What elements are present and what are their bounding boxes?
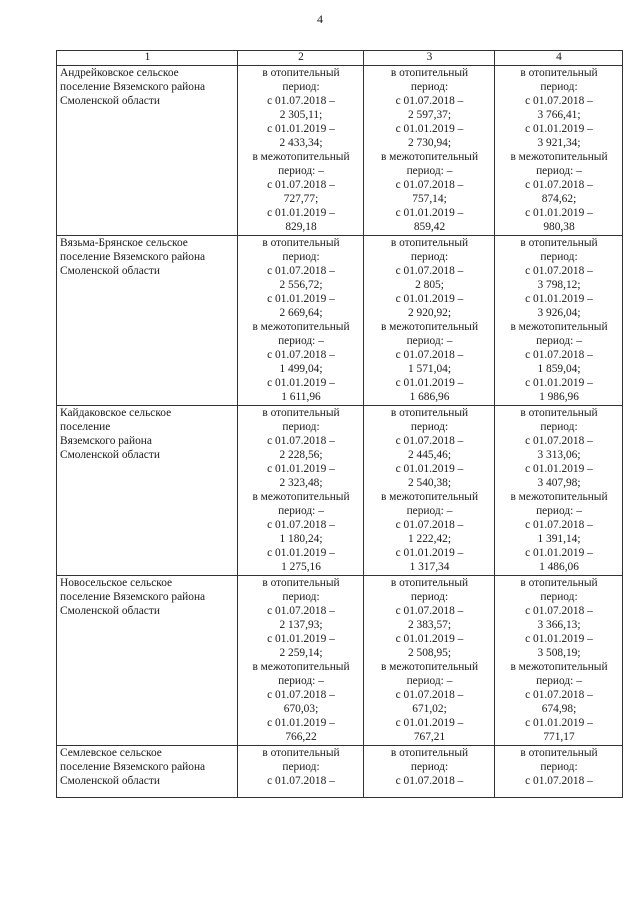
tariff-value-cell	[364, 406, 495, 576]
tariff-value-line: в отопительный	[262, 67, 340, 79]
tariff-value-line: с 01.01.2019 –	[395, 633, 464, 645]
tariff-value-line: с 01.01.2019 –	[395, 207, 464, 219]
tariff-value-line: в отопительный	[520, 237, 598, 249]
tariff-value-line: в межотопительный	[252, 321, 350, 333]
tariff-value-line: 980,38	[543, 221, 575, 233]
tariff-value-line: в отопительный	[390, 747, 469, 759]
tariff-value-line: период:	[410, 761, 449, 773]
settlement-name-line: Семлевское сельское	[60, 747, 162, 759]
tariff-value-line: с 01.07.2018 –	[525, 349, 593, 361]
settlement-name-line: Смоленской области	[60, 265, 160, 277]
tariff-value-line: в отопительный	[390, 67, 469, 79]
tariff-value-line: 1 180,24;	[279, 533, 323, 545]
tariff-value-line: 2 508,95;	[407, 647, 452, 659]
tariff-value-line: 2 323,48;	[279, 477, 323, 489]
tariff-value-line: период: –	[406, 165, 453, 177]
tariff-value-line: 1 686,96	[409, 391, 450, 403]
settlement-name-line: Новосельское сельское	[60, 577, 173, 589]
tariff-value-line: период:	[282, 81, 320, 93]
settlement-row	[57, 746, 623, 798]
tariff-value-line: с 01.07.2018 –	[267, 349, 335, 361]
tariff-value-line: в межотопительный	[380, 321, 479, 333]
tariff-value-line: с 01.01.2019 –	[525, 547, 593, 559]
tariff-value-line: 670,03;	[283, 703, 319, 715]
tariff-value-line: с 01.07.2018 –	[525, 95, 593, 107]
tariff-value-cell	[495, 66, 623, 236]
tariff-value-line: период: –	[536, 505, 582, 517]
settlement-name-line: поселение Вяземского района	[60, 81, 206, 93]
tariff-value-line: с 01.07.2018 –	[267, 519, 335, 531]
tariff-value-line: 2 920,92;	[407, 307, 452, 319]
tariff-value-line: в отопительный	[390, 577, 469, 589]
settlement-name-cell	[57, 406, 238, 576]
tariff-value-line: 2 556,72;	[279, 279, 323, 291]
tariff-value-line: 1 611,96	[281, 391, 321, 403]
tariff-value-line: с 01.01.2019 –	[525, 633, 593, 645]
tariff-value-line: в отопительный	[262, 747, 340, 759]
tariff-value-line: период:	[410, 81, 449, 93]
settlement-row	[57, 406, 623, 576]
column-number-row	[57, 51, 623, 66]
tariff-value-line: период: –	[536, 165, 582, 177]
tariff-value-line: в межотопительный	[252, 151, 350, 163]
tariff-value-line: с 01.01.2019 –	[525, 123, 593, 135]
tariff-value-line: в межотопительный	[510, 491, 608, 503]
settlement-name-line: Смоленской области	[60, 449, 160, 461]
tariff-value-line: 829,18	[285, 221, 317, 233]
tariff-value-line: 1 317,34	[409, 561, 450, 573]
tariff-value-line: 2 540,38;	[407, 477, 452, 489]
tariff-value-line: с 01.01.2019 –	[267, 293, 335, 305]
tariff-value-line: 2 445,46;	[407, 449, 452, 461]
tariff-value-line: период: –	[278, 335, 324, 347]
tariff-value-line: период: –	[536, 335, 582, 347]
tariff-value-line: с 01.01.2019 –	[395, 463, 464, 475]
tariff-value-line: период:	[282, 761, 320, 773]
page-number: 4	[317, 12, 323, 26]
tariff-value-line: в отопительный	[262, 407, 340, 419]
settlement-name-cell	[57, 746, 238, 798]
tariff-value-line: 1 275,16	[281, 561, 321, 573]
tariff-value-line: в межотопительный	[510, 321, 608, 333]
tariff-value-line: в отопительный	[520, 747, 598, 759]
tariff-value-line: период:	[540, 251, 578, 263]
tariff-value-line: 3 366,13;	[537, 619, 581, 631]
tariff-value-line: 2 383,57;	[407, 619, 452, 631]
tariff-value-line: период:	[540, 421, 578, 433]
tariff-value-line: с 01.07.2018 –	[525, 775, 593, 787]
tariff-value-line: 2 228,56;	[279, 449, 323, 461]
tariff-value-line: с 01.01.2019 –	[267, 633, 335, 645]
tariff-value-line: с 01.07.2018 –	[525, 179, 593, 191]
tariff-value-cell	[495, 406, 623, 576]
tariff-value-line: 727,77;	[283, 193, 319, 205]
tariff-value-line: 1 486,06	[539, 561, 579, 573]
tariff-value-line: период:	[282, 591, 320, 603]
tariff-value-line: 3 766,41;	[537, 109, 581, 121]
tariff-value-line: с 01.07.2018 –	[525, 435, 593, 447]
tariff-value-line: 3 798,12;	[537, 279, 581, 291]
settlement-name-line: Вяземского района	[60, 435, 152, 447]
tariff-value-line: в межотопительный	[510, 661, 608, 673]
tariff-value-line: 2 805;	[415, 279, 444, 291]
tariff-value-line: с 01.01.2019 –	[395, 547, 464, 559]
column-number: 2	[238, 51, 364, 66]
tariff-value-line: период:	[540, 81, 578, 93]
settlement-name-line: Смоленской области	[60, 775, 160, 787]
tariff-value-line: в межотопительный	[380, 151, 479, 163]
tariff-value-line: с 01.01.2019 –	[267, 377, 335, 389]
tariff-value-line: 3 508,19;	[537, 647, 581, 659]
tariff-value-line: период:	[282, 251, 320, 263]
tariff-value-line: период: –	[278, 165, 324, 177]
tariff-value-line: с 01.01.2019 –	[267, 123, 335, 135]
tariff-value-line: 674,98;	[541, 703, 577, 715]
tariff-value-cell	[495, 576, 623, 746]
tariff-value-line: с 01.01.2019 –	[525, 717, 593, 729]
tariff-value-line: период: –	[406, 505, 453, 517]
tariff-value-line: с 01.07.2018 –	[395, 435, 464, 447]
tariff-value-line: в межотопительный	[380, 661, 479, 673]
tariff-value-line: 1 391,14;	[537, 533, 581, 545]
tariff-value-line: в отопительный	[390, 237, 469, 249]
tariff-value-line: с 01.07.2018 –	[395, 95, 464, 107]
tariff-value-cell	[364, 746, 495, 798]
tariff-value-line: 757,14;	[412, 193, 447, 205]
tariff-value-line: с 01.07.2018 –	[267, 95, 335, 107]
tariff-value-line: период: –	[406, 675, 453, 687]
settlement-name-line: поселение	[60, 421, 111, 433]
tariff-value-line: с 01.07.2018 –	[267, 435, 335, 447]
tariff-value-line: 771,17	[543, 731, 575, 743]
tariff-value-line: с 01.01.2019 –	[267, 717, 335, 729]
tariff-value-line: с 01.07.2018 –	[395, 349, 464, 361]
settlement-name-line: Андрейковское сельское	[60, 67, 179, 79]
tariff-value-line: период:	[282, 421, 320, 433]
tariff-value-line: в отопительный	[262, 577, 340, 589]
tariff-value-line: период:	[540, 591, 578, 603]
tariff-value-line: 874,62;	[541, 193, 577, 205]
tariff-value-line: 3 407,98;	[537, 477, 581, 489]
settlement-row	[57, 236, 623, 406]
tariff-value-line: в отопительный	[390, 407, 469, 419]
tariff-value-line: 671,02;	[412, 703, 447, 715]
tariff-value-line: с 01.07.2018 –	[525, 689, 593, 701]
tariff-value-cell	[364, 66, 495, 236]
tariff-value-line: в межотопительный	[252, 661, 350, 673]
tariff-value-line: с 01.07.2018 –	[267, 179, 335, 191]
tariff-value-line: с 01.01.2019 –	[525, 377, 593, 389]
tariff-value-line: 767,21	[413, 731, 446, 743]
tariff-value-line: с 01.01.2019 –	[525, 207, 593, 219]
tariff-value-line: период: –	[278, 505, 324, 517]
tariff-value-cell	[495, 746, 623, 798]
tariff-value-line: в отопительный	[520, 67, 598, 79]
tariff-value-line: с 01.07.2018 –	[267, 775, 335, 787]
tariff-value-line: 1 859,04;	[537, 363, 581, 375]
tariff-value-line: 1 499,04;	[279, 363, 323, 375]
tariff-value-line: 2 730,94;	[407, 137, 452, 149]
tariff-value-line: с 01.07.2018 –	[267, 605, 335, 617]
tariff-value-line: 3 926,04;	[537, 307, 581, 319]
tariff-value-cell	[238, 746, 364, 798]
tariff-value-line: с 01.07.2018 –	[395, 775, 464, 787]
settlement-name-line: поселение Вяземского района	[60, 761, 206, 773]
tariff-value-line: с 01.01.2019 –	[395, 377, 464, 389]
tariff-value-line: 766,22	[285, 731, 317, 743]
tariff-value-line: период:	[410, 251, 449, 263]
tariff-value-line: 2 597,37;	[407, 109, 452, 121]
tariff-value-line: период: –	[278, 675, 324, 687]
tariff-table-body	[57, 51, 623, 798]
tariff-value-cell	[238, 406, 364, 576]
tariff-value-line: 859,42	[413, 221, 446, 233]
tariff-value-line: в межотопительный	[252, 491, 350, 503]
settlement-name-line: Кайдаковское сельское	[60, 407, 172, 419]
tariff-value-line: 2 669,64;	[279, 307, 323, 319]
tariff-value-cell	[364, 576, 495, 746]
column-number: 3	[364, 51, 495, 66]
tariff-value-line: с 01.01.2019 –	[525, 293, 593, 305]
tariff-value-line: 2 305,11;	[279, 109, 323, 121]
settlement-name-line: Вязьма-Брянское сельское	[60, 237, 188, 249]
tariff-value-line: с 01.07.2018 –	[395, 689, 464, 701]
tariff-value-line: 3 921,34;	[537, 137, 581, 149]
tariff-value-line: с 01.01.2019 –	[395, 717, 464, 729]
tariff-value-line: с 01.07.2018 –	[395, 519, 464, 531]
tariff-value-line: в межотопительный	[380, 491, 479, 503]
tariff-value-line: период: –	[406, 335, 453, 347]
tariff-value-line: 3 313,06;	[537, 449, 581, 461]
settlement-name-cell	[57, 576, 238, 746]
tariff-value-line: с 01.01.2019 –	[395, 293, 464, 305]
tariff-value-line: 1 571,04;	[407, 363, 452, 375]
tariff-value-line: период:	[410, 591, 449, 603]
tariff-value-line: с 01.01.2019 –	[525, 463, 593, 475]
tariff-value-line: с 01.07.2018 –	[395, 265, 464, 277]
tariff-value-cell	[238, 236, 364, 406]
tariff-value-line: с 01.01.2019 –	[267, 547, 335, 559]
tariff-value-cell	[495, 236, 623, 406]
tariff-value-line: 2 433,34;	[279, 137, 323, 149]
tariff-value-line: период: –	[536, 675, 582, 687]
settlement-name-cell	[57, 236, 238, 406]
settlement-row	[57, 576, 623, 746]
tariff-value-line: 2 259,14;	[279, 647, 323, 659]
settlement-name-line: поселение Вяземского района	[60, 251, 206, 263]
settlement-name-line: Смоленской области	[60, 605, 160, 617]
tariff-value-line: с 01.07.2018 –	[267, 689, 335, 701]
tariff-value-line: 1 222,42;	[407, 533, 452, 545]
tariff-value-line: с 01.01.2019 –	[267, 207, 335, 219]
settlement-name-line: поселение Вяземского района	[60, 591, 206, 603]
column-number: 4	[495, 51, 623, 66]
tariff-value-line: с 01.01.2019 –	[395, 123, 464, 135]
tariff-value-line: 2 137,93;	[279, 619, 323, 631]
tariff-value-line: с 01.01.2019 –	[267, 463, 335, 475]
settlement-row	[57, 66, 623, 236]
tariff-value-line: в отопительный	[520, 407, 598, 419]
tariff-value-cell	[238, 576, 364, 746]
tariff-value-line: в межотопительный	[510, 151, 608, 163]
tariff-value-line: 1 986,96	[539, 391, 579, 403]
tariff-value-line: с 01.07.2018 –	[525, 605, 593, 617]
tariff-value-line: в отопительный	[520, 577, 598, 589]
settlement-name-cell	[57, 66, 238, 236]
tariff-value-cell	[364, 236, 495, 406]
tariff-value-line: с 01.07.2018 –	[267, 265, 335, 277]
tariff-value-cell	[238, 66, 364, 236]
tariff-value-line: с 01.07.2018 –	[395, 179, 464, 191]
settlement-name-line: Смоленской области	[60, 95, 160, 107]
tariff-table	[56, 50, 623, 798]
tariff-value-line: с 01.07.2018 –	[525, 519, 593, 531]
tariff-value-line: период:	[540, 761, 578, 773]
tariff-value-line: с 01.07.2018 –	[525, 265, 593, 277]
tariff-value-line: в отопительный	[262, 237, 340, 249]
tariff-value-line: с 01.07.2018 –	[395, 605, 464, 617]
tariff-value-line: период:	[410, 421, 449, 433]
column-number: 1	[57, 51, 238, 66]
